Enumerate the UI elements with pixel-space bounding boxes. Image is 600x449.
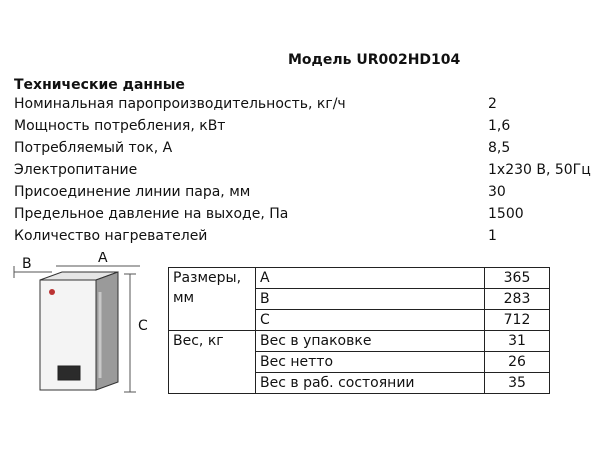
spec-row	[14, 206, 584, 228]
param-cell: Вес нетто	[256, 352, 485, 373]
param-cell: Вес в упаковке	[256, 331, 485, 352]
spec-value: 8,5	[488, 140, 511, 156]
dimension-a-label: A	[98, 252, 108, 266]
spec-value: 1	[488, 228, 497, 244]
dimensions-table	[168, 267, 550, 394]
spec-value: 30	[488, 184, 506, 200]
spec-label: Номинальная паропроизводительность, кг/ч	[14, 96, 346, 112]
model-title: Модель UR002HD104	[288, 52, 461, 68]
control-display	[58, 366, 80, 380]
spec-row	[14, 96, 584, 118]
spec-row	[14, 228, 584, 250]
spec-row	[14, 162, 591, 184]
spec-value: 1,6	[488, 118, 511, 134]
spec-value: 1x230 В, 50Гц	[488, 162, 591, 178]
weight-group-cell: Вес, кг	[169, 331, 256, 394]
spec-label: Присоединение линии пара, мм	[14, 184, 251, 200]
spec-label: Потребляемый ток, А	[14, 140, 173, 156]
param-cell: Вес в раб. состоянии	[256, 373, 485, 394]
spec-label: Электропитание	[14, 162, 138, 178]
dimension-c-label: C	[138, 318, 148, 334]
spec-row	[14, 140, 584, 162]
spec-label: Мощность потребления, кВт	[14, 118, 226, 134]
value-cell: 35	[485, 373, 550, 394]
value-cell: 365	[485, 268, 550, 289]
value-cell: 283	[485, 289, 550, 310]
param-cell: A	[256, 268, 485, 289]
spec-row	[14, 184, 584, 206]
humidifier-diagram	[12, 252, 172, 402]
value-cell: 26	[485, 352, 550, 373]
spec-value: 2	[488, 96, 497, 112]
param-cell: C	[256, 310, 485, 331]
value-cell: 712	[485, 310, 550, 331]
table-row	[169, 268, 550, 289]
brand-logo-icon	[49, 289, 55, 295]
table-row	[169, 331, 550, 352]
spec-label: Предельное давление на выходе, Па	[14, 206, 289, 222]
spec-row	[14, 118, 584, 140]
param-cell: B	[256, 289, 485, 310]
dimension-b-label: B	[22, 256, 32, 272]
spec-label: Количество нагревателей	[14, 228, 208, 244]
value-cell: 31	[485, 331, 550, 352]
spec-value: 1500	[488, 206, 524, 222]
size-group-cell: Размеры, мм	[169, 268, 256, 331]
section-title: Технические данные	[14, 77, 185, 93]
